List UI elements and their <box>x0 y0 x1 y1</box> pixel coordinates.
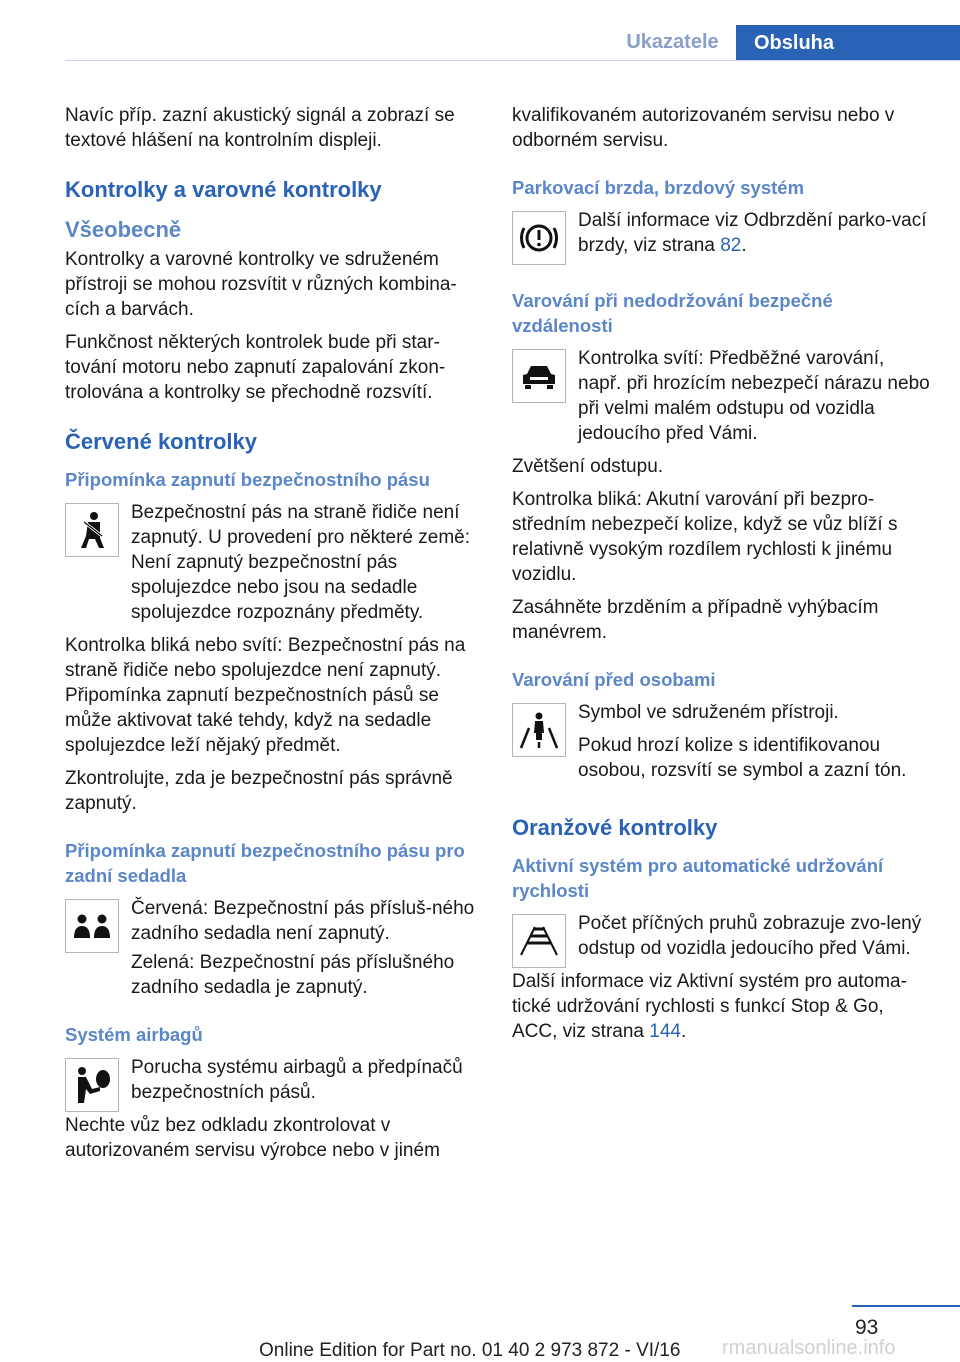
rear-seatbelt-block <box>65 896 485 954</box>
airbag-text-1: Porucha systému airbagů a předpínačů bezpečnostních pásů. <box>131 1057 463 1103</box>
distance-text-4: Zasáhněte brzděním a případně vyhýbacím manévrem. <box>512 597 879 643</box>
acc-text-2: Další informace viz Aktivní systém pro automa‐tické udržování rychlosti s funkcí Stop & Go, ACC, viz strana <box>512 971 907 1042</box>
seatbelt-block <box>65 500 485 633</box>
section-red-lights: Červené kontrolky <box>65 429 257 454</box>
heading-airbag: Systém airbagů <box>65 1024 203 1045</box>
heading-rear-seatbelt: Připomínka zapnutí bezpečnostního pásu pro zadní sedadla <box>65 840 465 886</box>
section-title-warning-lights: Kontrolky a varovné kontrolky <box>65 177 382 202</box>
brake-text: Další informace viz Odbrzdění parko‐vací brzdy, viz strana <box>578 210 927 256</box>
heading-parking-brake: Parkovací brzda, brzdový systém <box>512 177 805 198</box>
left-column <box>65 103 485 1171</box>
page-number: 93 <box>855 1316 879 1339</box>
person-block <box>512 700 930 791</box>
intro-paragraph: Navíc příp. zazní akustický signál a zobrazí se textové hlášení na kontrolním displeji. <box>65 105 455 151</box>
brake-block: Další informace viz Odbrzdění parko‐vací brzdy, viz strana 82. <box>512 208 930 266</box>
distance-text-3: Kontrolka bliká: Akutní varování při bezpro‐středním nebezpečí kolize, když se vůz blíží s relativně vysokým rozdílem rychlosti k jinému vozidlu. <box>512 489 898 585</box>
distance-text-2: Zvětšení odstupu. <box>512 456 664 477</box>
section-orange-lights: Oranžové kontrolky <box>512 815 718 840</box>
header-rule <box>65 60 960 61</box>
heading-acc: Aktivní systém pro automatické udržování rychlosti <box>512 855 884 901</box>
heading-distance-warning: Varování při nedodržování bezpečné vzdálenosti <box>512 290 833 336</box>
general-paragraph-1: Kontrolky a varovné kontrolky ve sdruženém přístroji se mohou rozsvítit v různých kombina‐cích a barvách. <box>65 249 457 320</box>
brake-warning-icon <box>512 211 566 265</box>
acc-page-link[interactable]: 144 <box>649 1021 681 1042</box>
acc-text-end: . <box>680 1021 687 1042</box>
airbag-icon <box>65 1058 119 1112</box>
heading-person-warning: Varování před osobami <box>512 669 716 690</box>
tab-obsluha[interactable]: Obsluha <box>736 25 960 61</box>
edition-note: Online Edition for Part no. 01 40 2 973 872 - VI/16 <box>259 1340 681 1361</box>
tab-ukazatele[interactable]: Ukazatele <box>626 31 719 53</box>
car-ahead-icon <box>512 349 566 403</box>
acc-block <box>512 911 930 969</box>
heading-seatbelt-reminder: Připomínka zapnutí bezpečnostního pásu <box>65 469 430 490</box>
seatbelt-text-2: Kontrolka bliká nebo svítí: Bezpečnostní pás na straně řidiče nebo spolujezdce není zapnutý. Připomínka zapnutí bezpečnostních pásů se může aktivovat také tehdy, když na sedadle spolujezdce leží nějaký předmět. <box>65 635 466 756</box>
rear-seats-icon <box>65 899 119 953</box>
seatbelt-text-1: Bezpečnostní pás na straně řidiče není zapnutý. U provedení pro některé země: Není zapnutý bezpečnostní pás spolujezdce nebo jsou na sedadle spolujezdce rozpoznány předměty. <box>131 502 471 623</box>
person-text-1: Symbol ve sdruženém přístroji. <box>578 702 839 723</box>
footer-rule <box>852 1305 960 1307</box>
continued-paragraph: kvalifikovaném autorizovaném servisu nebo v odborném servisu. <box>512 105 895 151</box>
right-column <box>512 103 930 1052</box>
distance-block <box>512 346 930 454</box>
seatbelt-text-3: Zkontrolujte, zda je bezpečnostní pás správně zapnutý. <box>65 768 453 814</box>
page-header <box>0 25 960 61</box>
airbag-text-2: Nechte vůz bez odkladu zkontrolovat v autorizovaném servisu výrobce nebo v jiném <box>65 1115 440 1161</box>
distance-text-1: Kontrolka svítí: Předběžné varování, např. při hrozícím nebezpečí nárazu nebo při velmi malém odstupu od vozidla jedoucího před Vámi. <box>578 348 930 444</box>
airbag-block <box>65 1055 485 1113</box>
distance-bars-icon <box>512 914 566 968</box>
rear-seatbelt-green: Zelená: Bezpečnostní pás příslušného zadního sedadla je zapnutý. <box>131 952 455 998</box>
rear-seatbelt-red: Červená: Bezpečnostní pás přísluš‐ného zadního sedadla není zapnutý. <box>131 898 475 944</box>
acc-text-1: Počet příčných pruhů zobrazuje zvo‐lený odstup od vozidla jedoucího před Vámi. <box>578 913 922 959</box>
general-paragraph-2: Funkčnost některých kontrolek bude při star‐tování motoru nebo zapnutí zapalování zkon‐trolována a kontrolky se přechodně rozsvítí. <box>65 332 446 403</box>
pedestrian-icon <box>512 703 566 757</box>
seatbelt-warning-icon <box>65 503 119 557</box>
brake-page-link[interactable]: 82 <box>720 235 742 256</box>
person-text-2: Pokud hrozí kolize s identifikovanou osobou, rozsvítí se symbol a zazní tón. <box>578 735 907 781</box>
subsection-general: Všeobecně <box>65 217 182 242</box>
watermark: rmanualsonline.info <box>722 1337 896 1359</box>
